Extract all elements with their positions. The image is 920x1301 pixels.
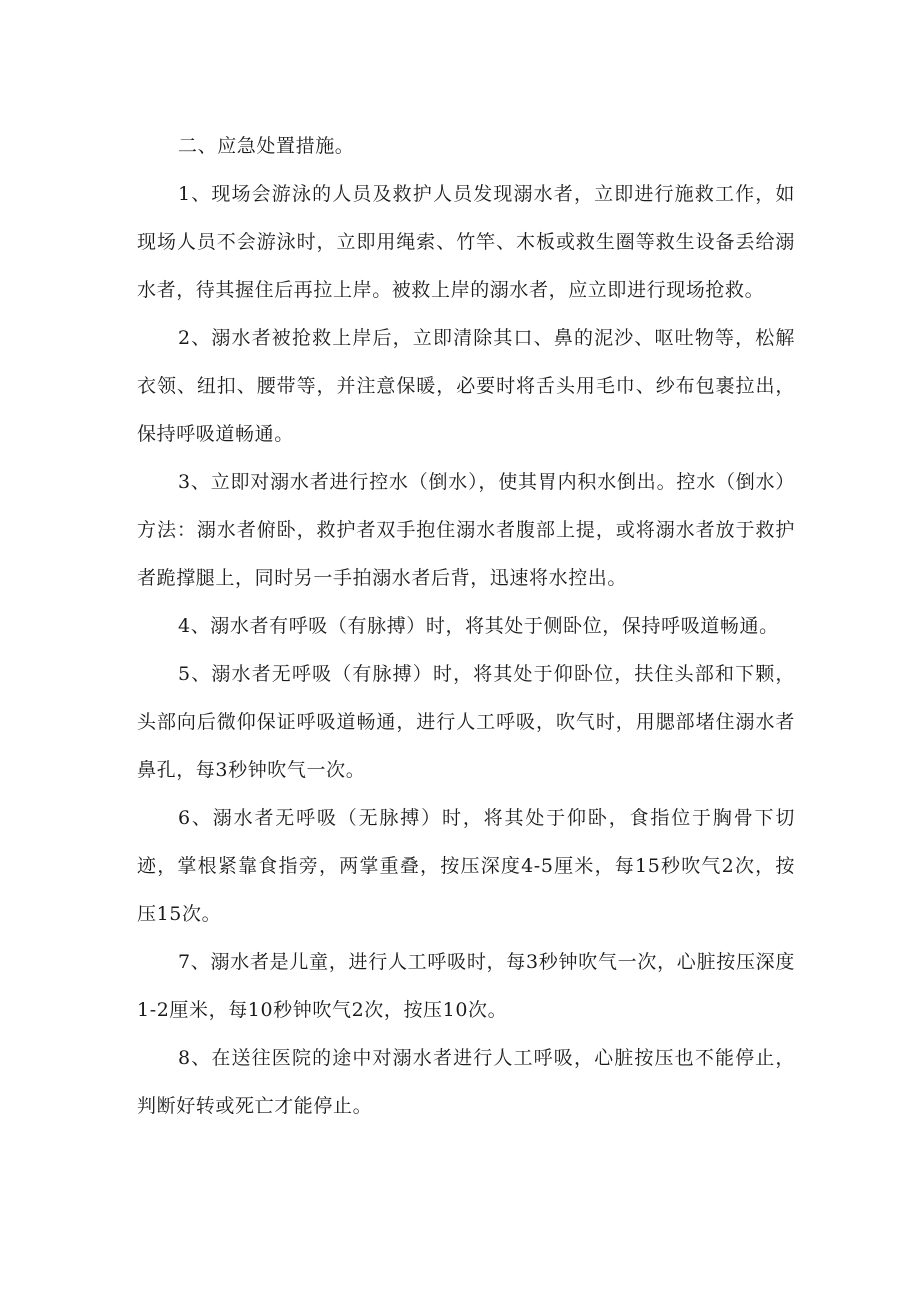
document-body: [137, 122, 795, 1130]
paragraph-6: 6、溺水者无呼吸（无脉搏）时，将其处于仰卧，食指位于胸骨下切迹，掌根紧靠食指旁，两掌重叠，按压深度4-5厘米，每15秒吹气2次，按压15次。: [137, 807, 795, 925]
section-heading: 二、应急处置措施。: [178, 135, 355, 157]
paragraph-3: 3、立即对溺水者进行控水（倒水），使其胃内积水倒出。控水（倒水）方法：溺水者俯卧，救护者双手抱住溺水者腹部上提，或将溺水者放于救护者跪撑腿上，同时另一手拍溺水者后背，迅速将水控出。: [137, 471, 795, 589]
paragraph-2: 2、溺水者被抢救上岸后，立即清除其口、鼻的泥沙、呕吐物等，松解衣领、纽扣、腰带等，并注意保暖，必要时将舌头用毛巾、纱布包裹拉出，保持呼吸道畅通。: [137, 327, 795, 445]
paragraph-5: 5、溺水者无呼吸（有脉搏）时，将其处于仰卧位，扶住头部和下颗，头部向后微仰保证呼吸道畅通，进行人工呼吸，吹气时，用腮部堵住溺水者鼻孔，每3秒钟吹气一次。: [137, 663, 795, 781]
paragraph-1: 1、现场会游泳的人员及救护人员发现溺水者，立即进行施救工作，如现场人员不会游泳时，立即用绳索、竹竿、木板或救生圈等救生设备丢给溺水者，待其握住后再拉上岸。被救上岸的溺水者，应立即进行现场抢救。: [137, 183, 795, 301]
paragraph-7: 7、溺水者是儿童，进行人工呼吸时，每3秒钟吹气一次，心脏按压深度1-2厘米，每10秒钟吹气2次，按压10次。: [137, 951, 795, 1021]
paragraph-4: 4、溺水者有呼吸（有脉搏）时，将其处于侧卧位，保持呼吸道畅通。: [178, 615, 779, 637]
paragraph-8: 8、在送往医院的途中对溺水者进行人工呼吸，心脏按压也不能停止，判断好转或死亡才能停止。: [137, 1047, 795, 1117]
